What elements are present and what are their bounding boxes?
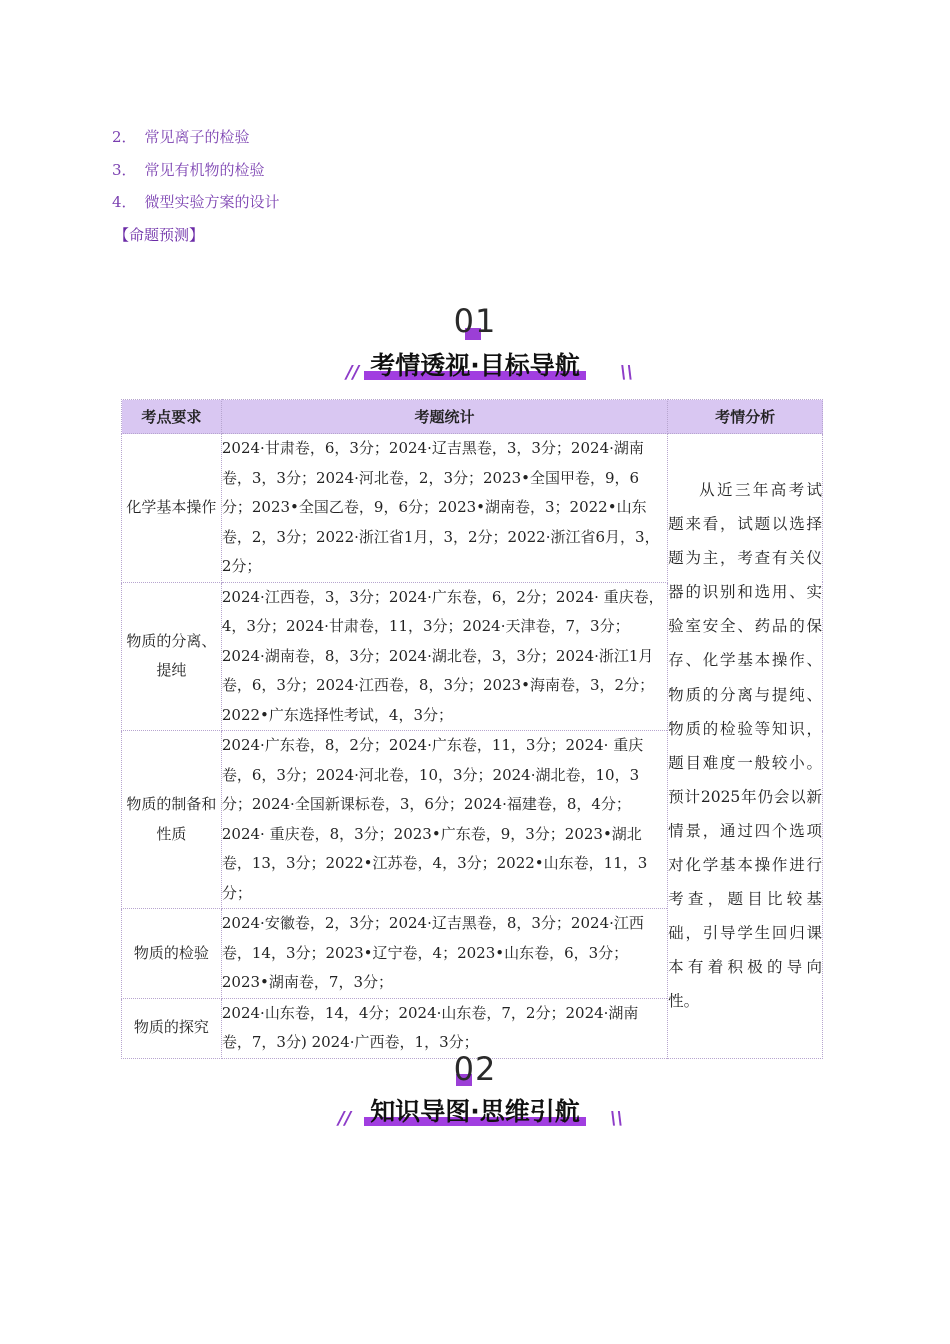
topic-list — [112, 124, 280, 222]
table-row — [122, 434, 823, 583]
table-header-row — [122, 400, 823, 434]
slash-decoration-right: \\ — [610, 1108, 624, 1129]
section-title: 知识导图·思维引航 — [364, 1092, 586, 1128]
stats-cell: 2024·山东卷，14，4分；2024·山东卷，7，2分；2024·湖南卷，7，3分) 2024·广西卷，1，3分； — [221, 998, 667, 1058]
category-cell: 物质的检验 — [122, 909, 222, 999]
section-number: 01 — [453, 302, 497, 340]
section-number: 02 — [453, 1050, 497, 1088]
stats-cell: 2024·江西卷，3，3分；2024·广东卷，6，2分；2024· 重庆卷，4，3分；2024·甘肃卷，11，3分；2024·天津卷，7，3分；2024·湖南卷，8，3分；2024·湖北卷，3，3分；2024·浙江1月卷，6，3分；2024·江西卷，8，3分；2023•海南卷，3，2分；2022•广东选择性考试，4，3分； — [221, 582, 667, 731]
stats-cell: 2024·广东卷，8，2分；2024·广东卷，11，3分；2024· 重庆卷，6，3分；2024·河北卷，10，3分；2024·湖北卷，10，3分；2024·全国新课标卷，3，6分；2024·福建卷，8，4分；2024· 重庆卷，8，3分；2023•广东卷，9，3分；2023•湖北卷，13，3分；2022•江苏卷，4，3分；2022•山东卷，11，3分； — [221, 731, 667, 909]
category-cell: 物质的分离、提纯 — [122, 582, 222, 731]
exam-analysis-table — [121, 399, 823, 1059]
stats-cell: 2024·安徽卷，2，3分；2024·辽吉黑卷，8，3分；2024·江西卷，14，3分；2023•辽宁卷，4；2023•山东卷，6，3分；2023•湖南卷，7，3分； — [221, 909, 667, 999]
category-cell: 物质的探究 — [122, 998, 222, 1058]
slash-decoration-right: \\ — [620, 362, 634, 383]
column-header: 考情分析 — [668, 400, 823, 434]
list-item: 4． 微型实验方案的设计 — [112, 193, 280, 211]
list-item: 3． 常见有机物的检验 — [112, 160, 265, 179]
prediction-heading: 【命题预测】 — [114, 226, 205, 244]
category-cell: 化学基本操作 — [122, 434, 222, 583]
category-cell: 物质的制备和性质 — [122, 731, 222, 909]
slash-decoration-left: // — [338, 1108, 352, 1129]
column-header: 考题统计 — [221, 400, 667, 434]
list-item: 2． 常见离子的检验 — [112, 128, 250, 146]
stats-cell: 2024·甘肃卷，6，3分；2024·辽吉黑卷，3，3分；2024·湖南卷，3，3分；2024·河北卷，2，3分；2023•全国甲卷，9，6分；2023•全国乙卷，9，6分；2023•湖南卷，3；2022•山东卷，2，3分；2022·浙江省1月，3，2分；2022·浙江省6月，3，2分； — [221, 434, 667, 583]
column-header: 考点要求 — [122, 400, 222, 434]
slash-decoration-left: // — [346, 362, 360, 383]
analysis-cell: 从近三年高考试题来看，试题以选择题为主，考查有关仪器的识别和选用、实验室安全、药品的保存、化学基本操作、物质的分离与提纯、物质的检验等知识，题目难度一般较小。预计2025年仍会以新情景，通过四个选项对化学基本操作进行考查，题目比较基础，引导学生回归课本有着积极的导向性。 — [668, 434, 823, 1059]
section-title: 考情透视·目标导航 — [364, 346, 586, 382]
